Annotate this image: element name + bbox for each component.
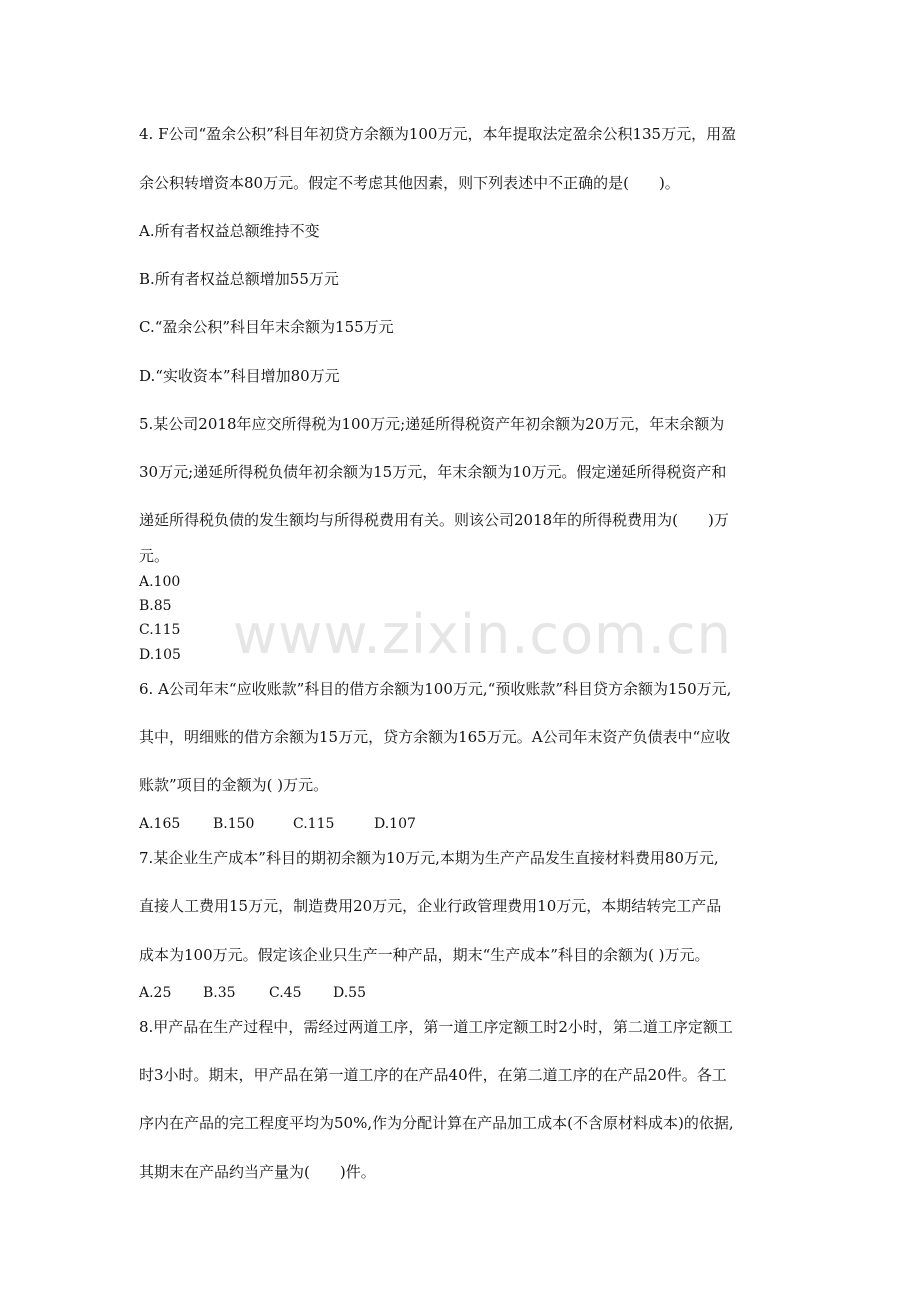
question-7-stem-line-2: 直接人工费用15万元，制造费用20万元，企业行政管理费用10万元，本期结转完工产品 <box>139 897 722 915</box>
question-4-option-c: C.“盈余公积”科目年末余额为155万元 <box>139 318 394 336</box>
question-6-stem-line-1: 6. A公司年末“应收账款”科目的借方余额为100万元,“预收账款”科目贷方余额为150万元, <box>139 680 732 698</box>
question-7-option-c: C.45 <box>269 985 302 1001</box>
question-8-stem-line-1: 8.甲产品在生产过程中，需经过两道工序，第一道工序定额工时2小时，第二道工序定额工 <box>139 1018 733 1036</box>
question-6-option-c: C.115 <box>293 816 335 832</box>
question-5-stem-line-3: 递延所得税负债的发生额均与所得税费用有关。则该公司2018年的所得税费用为( )万 <box>139 511 729 529</box>
question-6-option-a: A.165 <box>139 816 181 832</box>
watermark: www.zixin.com.cn <box>233 603 732 666</box>
question-5-stem-line-2: 30万元;递延所得税负债年初余额为15万元，年末余额为10万元。假定递延所得税资产和 <box>139 463 727 481</box>
question-7-stem-line-1: 7.某企业生产成本”科目的期初余额为10万元,本期为生产产品发生直接材料费用80万元, <box>139 849 719 867</box>
question-7-option-b: B.35 <box>203 985 236 1001</box>
question-4-option-d: D.“实收资本”科目增加80万元 <box>139 367 340 385</box>
question-4-stem-line-1: 4. F公司“盈余公积”科目年初贷方余额为100万元，本年提取法定盈余公积135万元，用盈 <box>139 125 737 143</box>
question-4-option-b: B.所有者权益总额增加55万元 <box>139 270 339 288</box>
question-8-stem-line-2: 时3小时。期末，甲产品在第一道工序的在产品40件，在第二道工序的在产品20件。各工 <box>139 1066 727 1084</box>
question-5-option-b: B.85 <box>139 598 172 614</box>
question-4-option-a: A.所有者权益总额维持不变 <box>139 222 320 240</box>
question-7-options <box>139 983 366 1003</box>
question-5-stem-line-4: 元。 <box>139 547 170 565</box>
question-7-option-a: A.25 <box>139 985 172 1001</box>
question-6-stem-line-2: 其中，明细账的借方余额为15万元，贷方余额为165万元。A公司年末资产负债表中“应收 <box>139 728 731 746</box>
question-7-stem-line-3: 成本为100万元。假定该企业只生产一种产品，期末“生产成本”科目的余额为( )万元。 <box>139 946 710 964</box>
question-8-stem-line-3: 序内在产品的完工程度平均为50%,作为分配计算在产品加工成本(不含原材料成本)的依据, <box>139 1114 734 1132</box>
question-6-stem-line-3: 账款”项目的金额为( )万元。 <box>139 776 329 794</box>
question-6-option-b: B.150 <box>213 816 255 832</box>
question-5-option-d: D.105 <box>139 647 181 663</box>
question-4-stem-line-2: 余公积转增资本80万元。假定不考虑其他因素，则下列表述中不正确的是( )。 <box>139 174 680 192</box>
question-5-stem-line-1: 5.某公司2018年应交所得税为100万元;递延所得税资产年初余额为20万元，年末余额为 <box>139 415 725 433</box>
question-5-option-c: C.115 <box>139 622 181 638</box>
question-8-stem-line-4: 其期末在产品约当产量为( )件。 <box>139 1163 376 1181</box>
question-7-option-d: D.55 <box>333 985 366 1001</box>
question-6-option-d: D.107 <box>374 816 416 832</box>
question-5-option-a: A.100 <box>139 574 181 590</box>
question-6-options <box>139 814 416 834</box>
